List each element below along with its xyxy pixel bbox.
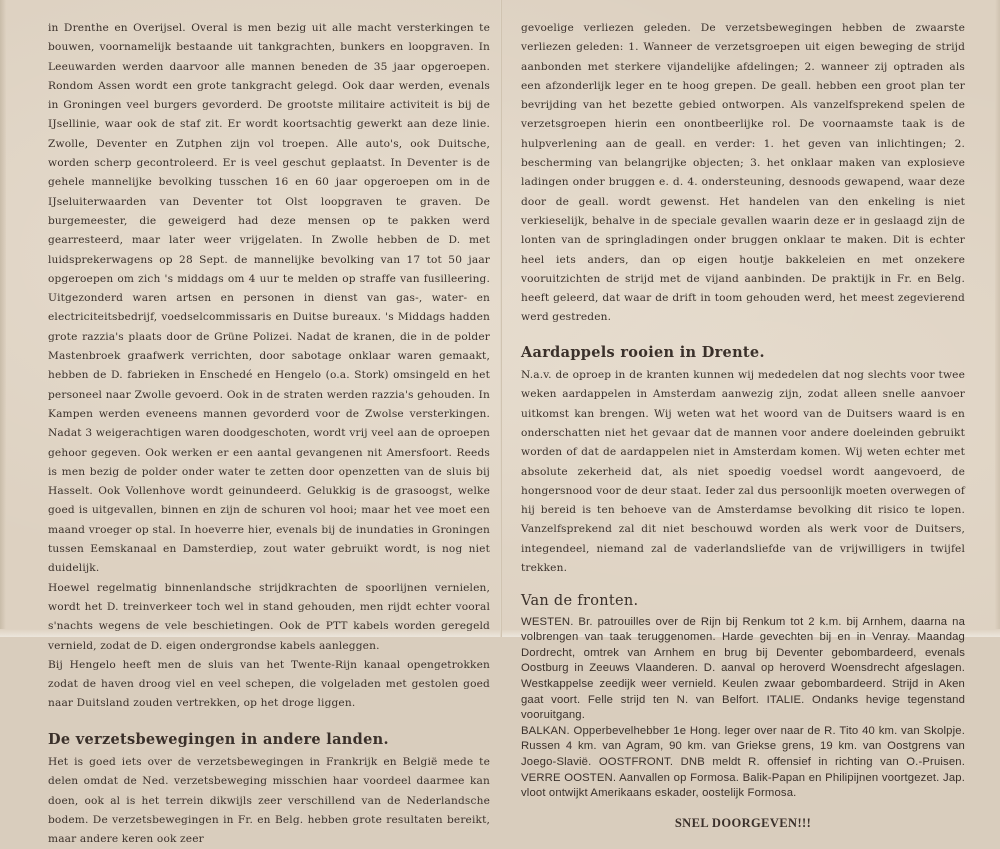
fronts-balkan-east: BALKAN. Opperbevelhebber 1e Hong. leger over naar de R. Tito 40 km. van Skolpje. Russen 4 km. van Agram, 90 km. van Griekse grens, 19 km. van Oostgrens van Joego-Slavië. OOSTFRONT. DNB meldt R. offensief in richting van O.-Pruisen. VERRE OOSTEN. Aanvallen op Formosa. Balik-Papan en Philipijnen voortgezet. Jap. vloot ontwijkt Amerikaans eskader, oostelijk Formosa. [521,724,965,800]
resistance-other-countries-text: Het is goed iets over de verzetsbewegingen in Frankrijk en België mede te delen omdat de Ned. verzetsbeweging misschien haar voordeel daarmee kan doen, ook al is het terrein dikwijls zeer verschillend van de Nederlandsche bodem. De verzetsbewegingen in Fr. en Belg. hebben grote resultaten bereikt, maar andere keren ook zeer [48,755,490,846]
fronts-west-italy: WESTEN. Br. patrouilles over de Rijn bij Renkum tot 2 k.m. bij Arnhem, daarna na volbrengen van taak teruggenomen. Harde gevechten bij en in Venray. Maandag Dordrecht, omtrek van Arnhem en brug bij Deventer gebombardeerd, evenals Oostburg in Zeeuws Vlaanderen. D. aanval op heroverd Woensdrecht afgeslagen. Westkappelse zeedijk weer vernield. Keulen zwaar gebombardeerd. Strijd in Aken gaat voort. Felle strijd ten N. van Belfort. ITALIE. Ondanks hevige tegenstand vooruitgang. [521,615,965,722]
heading-potato-harvest: Aardappels rooien in Drente. [521,343,765,361]
left-paragraph-2: Hoewel regelmatig binnenlandsche strijdkrachten de spoorlijnen vernielen, wordt het D. treinverkeer toch wel in stand gehouden, men rijdt echter vooral s'nachts wegens de vele beschietingen. Ook de PTT kabels worden geregeld vernield, zodat de D. eigen ondergrondse kabels aanleggen. [48,581,490,652]
heading-resistance-other-countries: De verzetsbewegingen in andere landen. [48,730,389,748]
right-page [521,19,965,833]
heading-from-the-fronts: Van de fronten. [521,593,639,610]
fronts-report [521,615,965,802]
potato-harvest-text: N.a.v. de oproep in de kranten kunnen wij mededelen dat nog slechts voor twee weken aardappelen in Amsterdam aanwezig zijn, zodat alleen snelle aanvoer uitkomst kan brengen. Wij weten wat het woord van de Duitsers waard is en onderschatten niet het gevaar dat de mannen voor andere doeleinden gebruikt worden of dat de aardappelen niet in Amsterdam komen. Wij weten echter met absolute zekerheid dat, als niet spoedig voedsel wordt aangevoerd, de hongersnood voor de deur staat. Ieder zal dus persoonlijk moeten overwegen of hij bereid is ten behoeve van de Amsterdamse bevolking dit risico te lopen. Vanzelfsprekend zal dit niet beschouwd worden als werk voor de Duitsers, integendeel, niemand zal de vaderlandsliefde van de vrijwilligers in twijfel trekken. [521,369,965,575]
pass-on-quickly-callout: SNEL DOORGEVEN!!! [674,815,812,830]
paper-edge-left [0,0,6,637]
right-continuation-text: gevoelige verliezen geleden. De verzetsbewegingen hebben de zwaarste verliezen geleden: 1. Wanneer de verzetsgroepen uit eigen beweging de strijd aanbonden met sterkere vijandelijke afdelingen; 2. wanneer zij optraden als een afzonderlijk leger en te hoog grepen. De geall. hebben een groot plan ter bevrijding van het bezette gebied ontworpen. Als vanzelfsprekend spelen de verzetsgroepen hierin een onontbeerlijke rol. De voornaamste taak is de hulpverlening aan de geall. en verder: 1. het geven van inlichtingen; 2. bescherming van belangrijke objecten; 3. het onklaar maken van explosieve ladingen onder bruggen e. d. 4. ondersteuning, desnoods gewapend, waar deze door de geall. wordt gewenst. Het handelen van den enkeling is niet verkieselijk, behalve in de speciale gevallen waarin deze er in geslaagd zijn de lonten van de springladingen onder bruggen onklaar te maken. Dit is echter heel iets anders, dan op eigen houtje bakkeleien en met onzekere vooruitzichten de strijd met de vijand aanbinden. De praktijk in Fr. en Belg. heeft geleerd, dat waar de drift in toom gehouden werd, het meest zegevierend werd gestreden. [521,22,965,324]
left-page [48,19,490,849]
left-paragraph-3: Bij Hengelo heeft men de sluis van het Twente-Rijn kanaal opengetrokken zodat de haven droog viel en veel schepen, die volgeladen met gestolen goed naar Duitsland zouden vertrekken, op het droge liggen. [48,658,490,710]
center-fold [500,0,502,637]
paper-edge-right [995,0,1000,637]
left-paragraph-1: in Drenthe en Overijsel. Overal is men bezig uit alle macht versterkingen te bouwen, voornamelijk bestaande uit tankgrachten, bunkers en loopgraven. In Leeuwarden werden daarvoor alle mannen beneden de 35 jaar opgeroepen. Rondom Assen wordt een grote tankgracht gelegd. Ook daar werden, evenals in Groningen veel burgers gevorderd. De grootste militaire activiteit is bij de IJsellinie, waar ook de staf zit. Er wordt koortsachtig gewerkt aan deze linie. Zwolle, Deventer en Zutphen zijn vol troepen. Alle auto's, ook Duitsche, worden scherp gecontroleerd. Er is veel geschut geplaatst. In Deventer is de gehele mannelijke bevolking tusschen 16 en 60 jaar opgeroepen om in de IJseluiterwaarden van Deventer tot Olst loopgraven te graven. De burgemeester, die geweigerd had deze mensen op te pakken werd gearresteerd, maar later weer vrijgelaten. In Zwolle hebben de D. met luidsprekerwagens op 28 Sept. de mannelijke bevolking van 17 tot 50 jaar opgeroepen om zich 's middags om 4 uur te melden op straffe van fusilleering. Uitgezonderd waren artsen en personen in dienst van gas-, water- en electriciteitsbedrijf, voedselcommissaris en Duitse bureaux. 's Middags hadden grote razzia's plaats door de Grüne Polizei. Nadat de kranen, die in de polder Mastenbroek graafwerk verrichten, door sabotage onklaar waren gemaakt, hebben de D. fabrieken in Enschedé en Hengelo (o.a. Stork) omsingeld en het personeel naar Zwolle gevoerd. Ook in de straten werden razzia's gehouden. In Kampen werden eveneens mannen gevorderd voor de Zwolse versterkingen. Nadat 3 weigerachtigen waren doodgeschoten, wordt vrij veel aan de oproepen gehoor gegeven. Ook werken er een aantal gevangenen nit Amersfoort. Reeds is men bezig de polder onder water te zetten door openzetten van de sluis bij Hasselt. Ook Vollenhove wordt geinundeerd. Gelukkig is de grasoogst, welke goed is uitgevallen, binnen en zijn de schuren vol hooi; maar het vee moet een maand vroeger op stal. In hoeverre hier, evenals bij de inundaties in Groningen tussen Eemskanaal en Damsterdiep, zout water gebruikt wordt, is nog niet duidelijk. [48,22,490,575]
